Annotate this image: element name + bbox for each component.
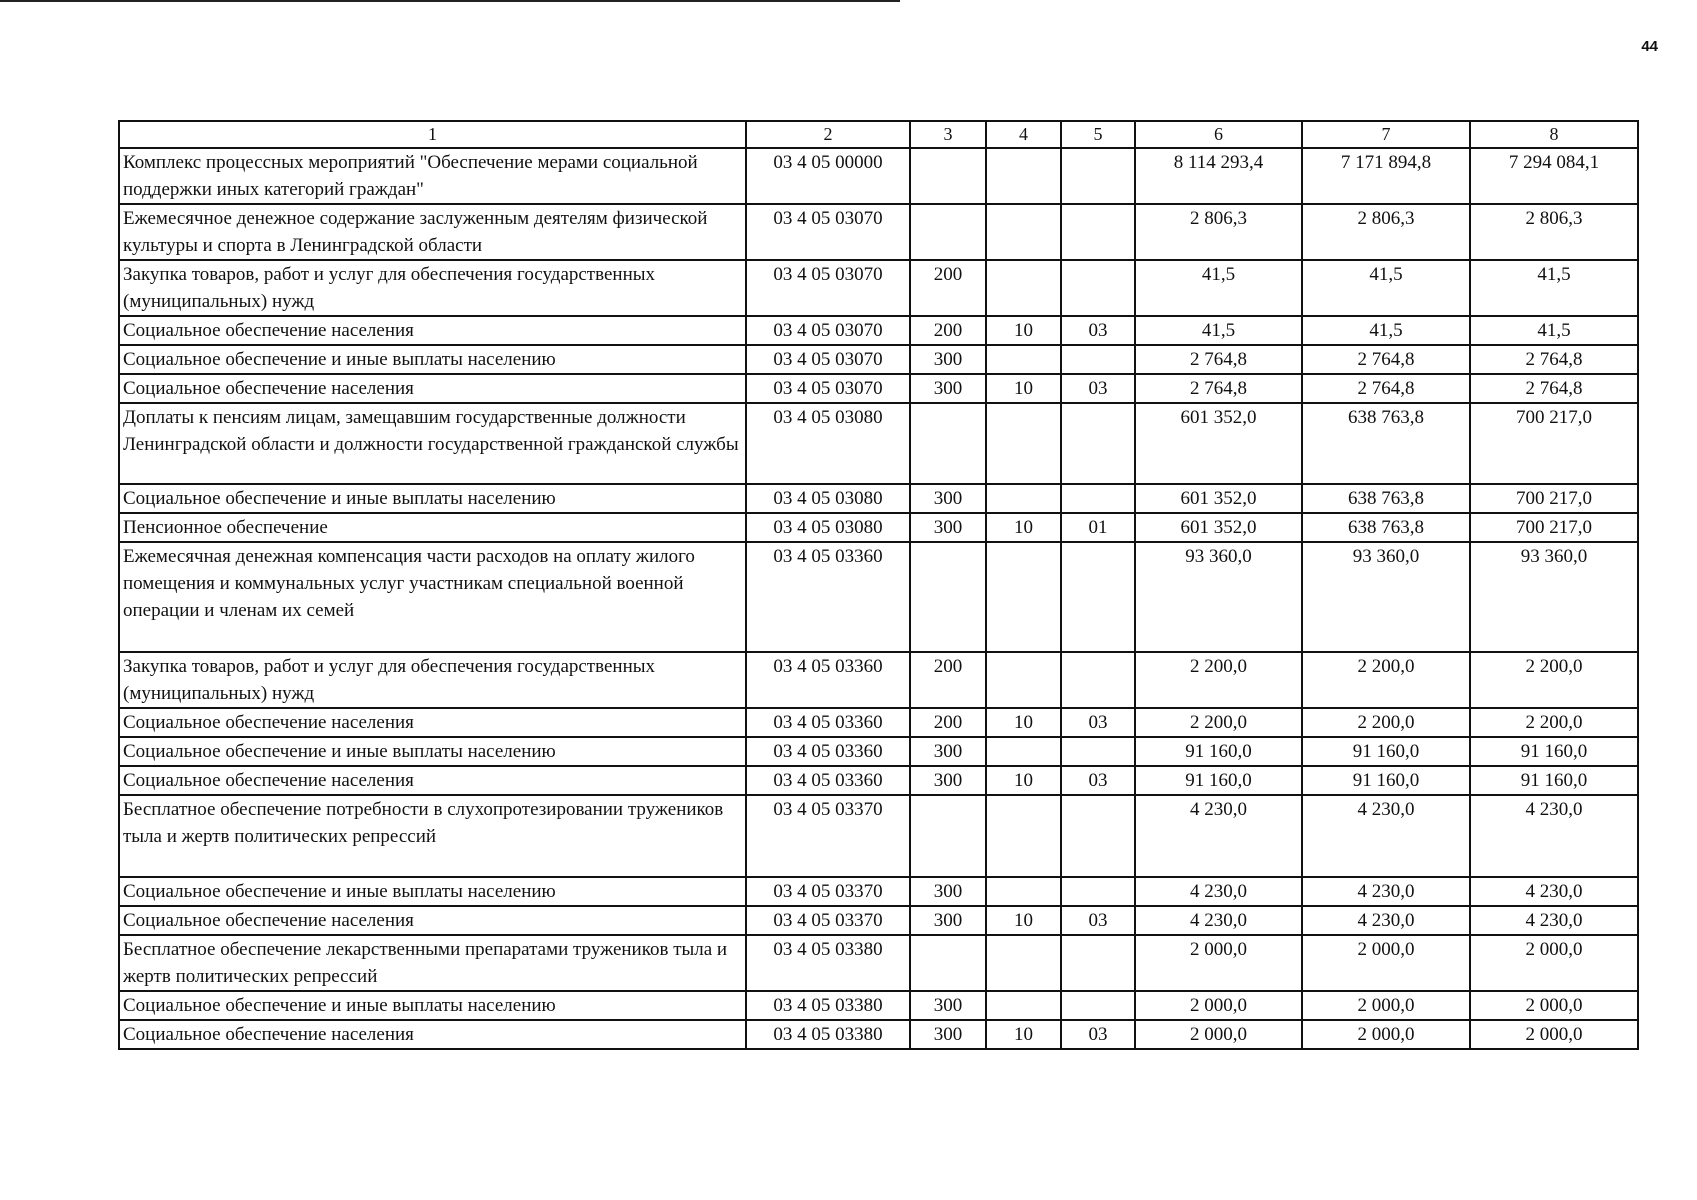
- expense-name-cell: Социальное обеспечение населения: [119, 374, 746, 403]
- subsection-cell: 01: [1061, 513, 1135, 542]
- expense-name-cell: Комплекс процессных мероприятий "Обеспечение мерами социальной поддержки иных категорий граждан": [119, 148, 746, 204]
- amount-col7-cell: 2 764,8: [1302, 374, 1470, 403]
- table-row: [119, 345, 1638, 374]
- column-header: 1: [119, 121, 746, 148]
- amount-col8-cell: 2 764,8: [1470, 374, 1638, 403]
- amount-col8-cell: 91 160,0: [1470, 737, 1638, 766]
- section-cell: [986, 877, 1061, 906]
- page-number: 44: [1641, 38, 1658, 55]
- amount-col8-cell: 2 000,0: [1470, 935, 1638, 991]
- amount-col8-cell: 700 217,0: [1470, 513, 1638, 542]
- target-code-cell: 03 4 05 03070: [746, 374, 910, 403]
- table-row: [119, 652, 1638, 708]
- amount-col8-cell: 4 230,0: [1470, 795, 1638, 877]
- expense-name-cell: Социальное обеспечение и иные выплаты населению: [119, 737, 746, 766]
- section-cell: [986, 542, 1061, 652]
- expense-name-cell: Социальное обеспечение населения: [119, 1020, 746, 1049]
- target-code-cell: 03 4 05 03070: [746, 316, 910, 345]
- table-row: [119, 204, 1638, 260]
- expense-name-cell: Социальное обеспечение и иные выплаты населению: [119, 484, 746, 513]
- amount-col7-cell: 41,5: [1302, 316, 1470, 345]
- amount-col7-cell: 2 200,0: [1302, 708, 1470, 737]
- amount-col6-cell: 41,5: [1135, 260, 1302, 316]
- expense-type-cell: 300: [910, 877, 986, 906]
- amount-col6-cell: 2 200,0: [1135, 708, 1302, 737]
- amount-col6-cell: 91 160,0: [1135, 766, 1302, 795]
- budget-table: [118, 120, 1639, 1050]
- subsection-cell: 03: [1061, 766, 1135, 795]
- expense-type-cell: 300: [910, 345, 986, 374]
- expense-type-cell: [910, 542, 986, 652]
- section-cell: [986, 991, 1061, 1020]
- table-row: [119, 795, 1638, 877]
- expense-name-cell: Бесплатное обеспечение лекарственными препаратами тружеников тыла и жертв политических репрессий: [119, 935, 746, 991]
- target-code-cell: 03 4 05 03360: [746, 652, 910, 708]
- amount-col6-cell: 41,5: [1135, 316, 1302, 345]
- table-row: [119, 906, 1638, 935]
- expense-type-cell: 200: [910, 260, 986, 316]
- table-row: [119, 737, 1638, 766]
- amount-col7-cell: 7 171 894,8: [1302, 148, 1470, 204]
- expense-type-cell: 300: [910, 737, 986, 766]
- amount-col7-cell: 2 000,0: [1302, 991, 1470, 1020]
- subsection-cell: [1061, 877, 1135, 906]
- section-cell: [986, 204, 1061, 260]
- amount-col8-cell: 2 200,0: [1470, 652, 1638, 708]
- subsection-cell: [1061, 991, 1135, 1020]
- target-code-cell: 03 4 05 03080: [746, 484, 910, 513]
- target-code-cell: 03 4 05 03070: [746, 345, 910, 374]
- amount-col8-cell: 700 217,0: [1470, 403, 1638, 484]
- amount-col8-cell: 2 200,0: [1470, 708, 1638, 737]
- amount-col7-cell: 4 230,0: [1302, 877, 1470, 906]
- subsection-cell: [1061, 484, 1135, 513]
- expense-name-cell: Социальное обеспечение и иные выплаты населению: [119, 991, 746, 1020]
- amount-col6-cell: 2 000,0: [1135, 1020, 1302, 1049]
- table-row: [119, 877, 1638, 906]
- expense-type-cell: [910, 148, 986, 204]
- section-cell: 10: [986, 513, 1061, 542]
- amount-col8-cell: 41,5: [1470, 260, 1638, 316]
- target-code-cell: 03 4 05 03360: [746, 542, 910, 652]
- subsection-cell: 03: [1061, 708, 1135, 737]
- subsection-cell: 03: [1061, 374, 1135, 403]
- amount-col8-cell: 41,5: [1470, 316, 1638, 345]
- amount-col6-cell: 2 764,8: [1135, 345, 1302, 374]
- amount-col6-cell: 601 352,0: [1135, 513, 1302, 542]
- expense-name-cell: Социальное обеспечение и иные выплаты населению: [119, 345, 746, 374]
- amount-col6-cell: 2 764,8: [1135, 374, 1302, 403]
- amount-col8-cell: 2 000,0: [1470, 991, 1638, 1020]
- amount-col8-cell: 2 764,8: [1470, 345, 1638, 374]
- amount-col6-cell: 2 000,0: [1135, 935, 1302, 991]
- target-code-cell: 03 4 05 03380: [746, 1020, 910, 1049]
- table-row: [119, 260, 1638, 316]
- table-body: [119, 121, 1638, 1049]
- target-code-cell: 03 4 05 03070: [746, 204, 910, 260]
- column-header: 6: [1135, 121, 1302, 148]
- table-row: [119, 766, 1638, 795]
- target-code-cell: 03 4 05 00000: [746, 148, 910, 204]
- table-row: [119, 316, 1638, 345]
- amount-col6-cell: 4 230,0: [1135, 795, 1302, 877]
- section-cell: [986, 652, 1061, 708]
- amount-col8-cell: 2 000,0: [1470, 1020, 1638, 1049]
- section-cell: [986, 260, 1061, 316]
- section-cell: [986, 795, 1061, 877]
- expense-type-cell: [910, 204, 986, 260]
- target-code-cell: 03 4 05 03380: [746, 991, 910, 1020]
- column-header: 3: [910, 121, 986, 148]
- expense-name-cell: Социальное обеспечение населения: [119, 906, 746, 935]
- amount-col8-cell: 7 294 084,1: [1470, 148, 1638, 204]
- target-code-cell: 03 4 05 03070: [746, 260, 910, 316]
- amount-col7-cell: 2 806,3: [1302, 204, 1470, 260]
- amount-col8-cell: 4 230,0: [1470, 877, 1638, 906]
- expense-type-cell: 300: [910, 766, 986, 795]
- subsection-cell: [1061, 260, 1135, 316]
- expense-type-cell: 300: [910, 906, 986, 935]
- amount-col7-cell: 93 360,0: [1302, 542, 1470, 652]
- expense-type-cell: 300: [910, 991, 986, 1020]
- section-cell: [986, 484, 1061, 513]
- target-code-cell: 03 4 05 03370: [746, 795, 910, 877]
- subsection-cell: 03: [1061, 906, 1135, 935]
- amount-col6-cell: 2 806,3: [1135, 204, 1302, 260]
- amount-col7-cell: 2 000,0: [1302, 1020, 1470, 1049]
- subsection-cell: [1061, 403, 1135, 484]
- column-header: 7: [1302, 121, 1470, 148]
- subsection-cell: [1061, 204, 1135, 260]
- subsection-cell: [1061, 148, 1135, 204]
- section-cell: 10: [986, 906, 1061, 935]
- amount-col6-cell: 4 230,0: [1135, 877, 1302, 906]
- header-row: [119, 121, 1638, 148]
- table-row: [119, 991, 1638, 1020]
- amount-col7-cell: 638 763,8: [1302, 513, 1470, 542]
- expense-type-cell: 300: [910, 1020, 986, 1049]
- amount-col7-cell: 91 160,0: [1302, 737, 1470, 766]
- amount-col7-cell: 4 230,0: [1302, 795, 1470, 877]
- table-row: [119, 148, 1638, 204]
- amount-col7-cell: 4 230,0: [1302, 906, 1470, 935]
- amount-col6-cell: 2 200,0: [1135, 652, 1302, 708]
- amount-col8-cell: 4 230,0: [1470, 906, 1638, 935]
- amount-col8-cell: 93 360,0: [1470, 542, 1638, 652]
- expense-name-cell: Ежемесячное денежное содержание заслуженным деятелям физической культуры и спорта в Ленинградской области: [119, 204, 746, 260]
- amount-col8-cell: 2 806,3: [1470, 204, 1638, 260]
- table-row: [119, 935, 1638, 991]
- expense-type-cell: 300: [910, 484, 986, 513]
- expense-type-cell: [910, 935, 986, 991]
- section-cell: [986, 403, 1061, 484]
- amount-col6-cell: 93 360,0: [1135, 542, 1302, 652]
- subsection-cell: [1061, 345, 1135, 374]
- section-cell: 10: [986, 708, 1061, 737]
- amount-col7-cell: 2 000,0: [1302, 935, 1470, 991]
- subsection-cell: [1061, 795, 1135, 877]
- table-row: [119, 403, 1638, 484]
- target-code-cell: 03 4 05 03080: [746, 513, 910, 542]
- section-cell: 10: [986, 374, 1061, 403]
- section-cell: 10: [986, 1020, 1061, 1049]
- expense-type-cell: 200: [910, 708, 986, 737]
- subsection-cell: [1061, 935, 1135, 991]
- expense-name-cell: Закупка товаров, работ и услуг для обеспечения государственных (муниципальных) нужд: [119, 260, 746, 316]
- column-header: 2: [746, 121, 910, 148]
- amount-col7-cell: 2 200,0: [1302, 652, 1470, 708]
- section-cell: [986, 935, 1061, 991]
- subsection-cell: 03: [1061, 316, 1135, 345]
- section-cell: 10: [986, 766, 1061, 795]
- table-row: [119, 542, 1638, 652]
- expense-name-cell: Социальное обеспечение населения: [119, 316, 746, 345]
- section-cell: 10: [986, 316, 1061, 345]
- table-row: [119, 513, 1638, 542]
- expense-name-cell: Закупка товаров, работ и услуг для обеспечения государственных (муниципальных) нужд: [119, 652, 746, 708]
- expense-name-cell: Доплаты к пенсиям лицам, замещавшим государственные должности Ленинградской области и должности государственной гражданской службы: [119, 403, 746, 484]
- subsection-cell: [1061, 542, 1135, 652]
- table-row: [119, 484, 1638, 513]
- amount-col8-cell: 91 160,0: [1470, 766, 1638, 795]
- expense-type-cell: 300: [910, 374, 986, 403]
- expense-type-cell: 200: [910, 316, 986, 345]
- subsection-cell: [1061, 652, 1135, 708]
- amount-col7-cell: 41,5: [1302, 260, 1470, 316]
- amount-col7-cell: 91 160,0: [1302, 766, 1470, 795]
- expense-type-cell: [910, 795, 986, 877]
- subsection-cell: 03: [1061, 1020, 1135, 1049]
- expense-name-cell: Социальное обеспечение и иные выплаты населению: [119, 877, 746, 906]
- amount-col6-cell: 601 352,0: [1135, 403, 1302, 484]
- expense-name-cell: Бесплатное обеспечение потребности в слухопротезировании тружеников тыла и жертв политических репрессий: [119, 795, 746, 877]
- target-code-cell: 03 4 05 03370: [746, 877, 910, 906]
- amount-col7-cell: 638 763,8: [1302, 484, 1470, 513]
- target-code-cell: 03 4 05 03370: [746, 906, 910, 935]
- column-header: 5: [1061, 121, 1135, 148]
- expense-name-cell: Ежемесячная денежная компенсация части расходов на оплату жилого помещения и коммунальных услуг участникам специальной военной операции и членам их семей: [119, 542, 746, 652]
- amount-col6-cell: 601 352,0: [1135, 484, 1302, 513]
- subsection-cell: [1061, 737, 1135, 766]
- target-code-cell: 03 4 05 03380: [746, 935, 910, 991]
- target-code-cell: 03 4 05 03360: [746, 766, 910, 795]
- amount-col7-cell: 2 764,8: [1302, 345, 1470, 374]
- target-code-cell: 03 4 05 03360: [746, 737, 910, 766]
- table-row: [119, 1020, 1638, 1049]
- amount-col6-cell: 8 114 293,4: [1135, 148, 1302, 204]
- expense-name-cell: Социальное обеспечение населения: [119, 708, 746, 737]
- target-code-cell: 03 4 05 03080: [746, 403, 910, 484]
- section-cell: [986, 345, 1061, 374]
- amount-col6-cell: 4 230,0: [1135, 906, 1302, 935]
- expense-name-cell: Пенсионное обеспечение: [119, 513, 746, 542]
- amount-col6-cell: 91 160,0: [1135, 737, 1302, 766]
- section-cell: [986, 148, 1061, 204]
- expense-name-cell: Социальное обеспечение населения: [119, 766, 746, 795]
- amount-col8-cell: 700 217,0: [1470, 484, 1638, 513]
- expense-type-cell: 300: [910, 513, 986, 542]
- expense-type-cell: [910, 403, 986, 484]
- amount-col6-cell: 2 000,0: [1135, 991, 1302, 1020]
- top-rule: [0, 0, 900, 2]
- column-header: 4: [986, 121, 1061, 148]
- column-header: 8: [1470, 121, 1638, 148]
- table-row: [119, 708, 1638, 737]
- expense-type-cell: 200: [910, 652, 986, 708]
- table-row: [119, 374, 1638, 403]
- amount-col7-cell: 638 763,8: [1302, 403, 1470, 484]
- target-code-cell: 03 4 05 03360: [746, 708, 910, 737]
- section-cell: [986, 737, 1061, 766]
